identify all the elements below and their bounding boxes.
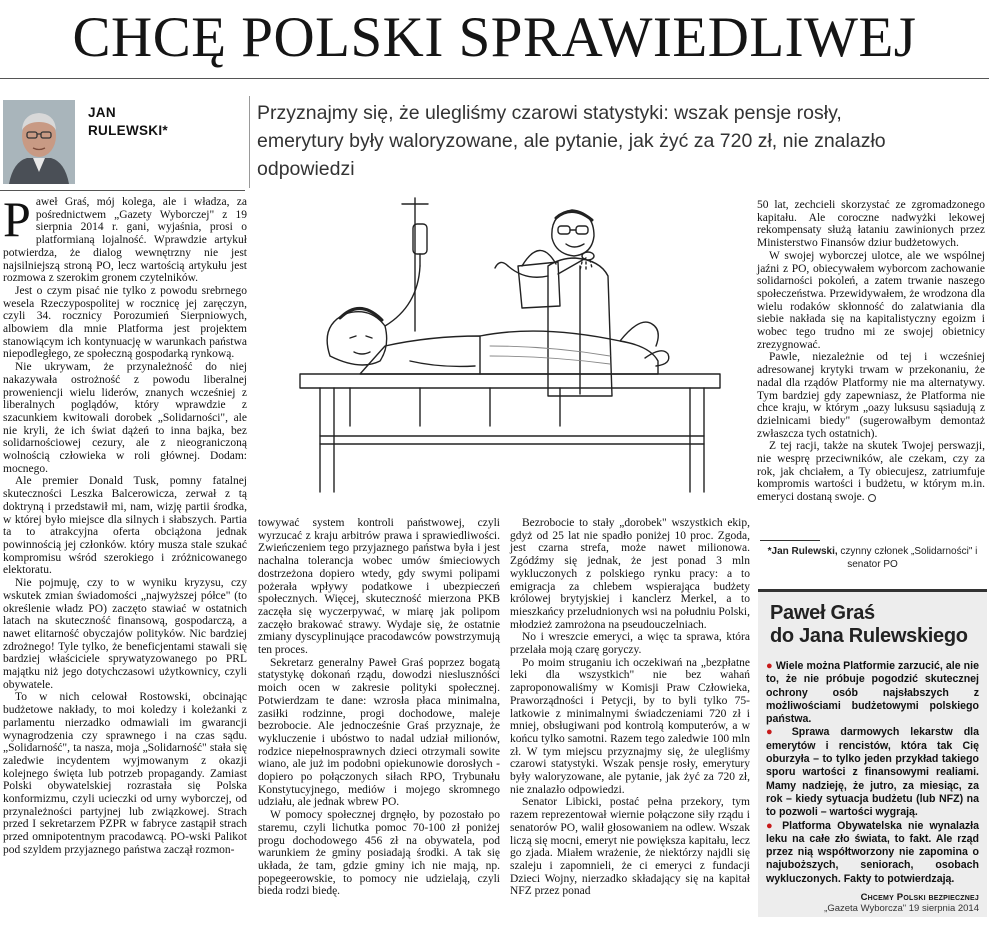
sidebox-text <box>766 660 979 886</box>
column-divider <box>0 190 245 191</box>
article-paragraph: Nie pojmuję, czy to w wyniku kryzysu, czy wskutek zmian świadomości „najwyższej półce" (to określenie władz PO) zaczęto stawiać w ostatnich latach na skuteczność finansową, gospodarczą, a nawet elitarność obyczajów polityków. Nic bardziej zdrożnego! Tyle tylko, że beneficjentami stawali się bardziej właściciele sprywatyzowanego po PRL majątku niż jego dotychczasowi użytkownicy, czyli obywatele. <box>3 577 247 691</box>
sidebox-source-date: „Gazeta Wyborcza" 19 sierpnia 2014 <box>824 903 979 915</box>
article-paragraph: Paweł Graś, mój kolega, ale i władza, za pośrednictwem „Gazety Wyborczej" z 19 sierpnia 2014 r. gani, wyjaśnia, prosi o platformianą lojalność. Wprawdzie artykuł potwierdza, że dialog wewnętrzny nie jest najsilniejszą stroną PO, lecz wartością artykułu jest rozmowa z szerokim gronem czytelników. <box>3 191 247 285</box>
article-column-4 <box>757 199 985 504</box>
article-column-2 <box>258 517 500 898</box>
footnote-divider <box>760 540 820 541</box>
sidebox-source-title: Chcemy Polski bezpiecznej <box>860 892 979 904</box>
article-paragraph: Z tej racji, także na skutek Twojej perswazji, nie wesprę przeciwników, ale czekam, czy za rok, jak chciałem, a Ty obiecujesz, zatriumfuje kompromis wartości i budżetu, w którym m.in. emeryci dostaną swoje. <box>757 440 985 504</box>
article-paragraph: Bezrobocie to stały „dorobek" wszystkich ekip, gdyż od 25 lat nie spadło poniżej 10 proc. Zgoda, jest czarna strefa, może nawet milionowa. Zgódźmy się jednak, że jest ponad 3 mln wykluczonych z polskiego rynku pracy: a to emigracja za chlebem wspierająca budżety królowej brytyjskiej i kanclerz Merkel, a to mieszkańcy przeludnionych wsi na południu Polski, młodzież zamrożona na pseudouczelniach. <box>510 517 750 631</box>
article-paragraph: No i wreszcie emeryci, a więc ta sprawa, która przelała moją czarę goryczy. <box>510 631 750 657</box>
article-column-1 <box>3 191 247 857</box>
reply-sidebox <box>758 589 987 917</box>
article-paragraph: Ale premier Donald Tusk, pomny fatalnej skuteczności Leszka Balcerowicza, zerwał z tą doktryną i przedstawił mi, nam, wizję partii środka, w której było miejsce dla silnych i słabszych. Partia ta to atrakcyjna oferta obciążona jednak powinnością jej członków. który musza stale szukać kompromisu wśród szerokiego i zróżnicowanego elektoratu. <box>3 475 247 577</box>
sidebox-paragraph: ● Sprawa darmowych lekarstw dla emerytów i rencistów, która tak Cię oburzyła – to tylko jeden przykład takiego sporu wartości z finansowymi realiami. Mamy nadzieję, że jutro, za miesiąc, za rok – kiedy sytuacja budżetu (lub NFZ) na to pozwoli – wartości wygrają. <box>766 726 980 819</box>
drop-cap: P <box>3 191 31 247</box>
article-paragraph: Senator Libicki, postać pełna przekory, tym razem reprezentował wiernie połączone siły rządu i senatorów PO, walił głosowaniem na odlew. Wszak liczą się mocni, emeryt nie powiększa kapitału, lecz go zjada. Miałem wrażenie, że niektórzy najdli się szaleju i zapomnieli, że ci emeryci z fundacji Dzieci Wojny, nierzadko składający się na kapitał NFZ przez ponad <box>510 796 750 898</box>
article-paragraph: To w nich celował Rostowski, obcinając budżetowe nakłady, to moi koledzy i koleżanki z parlamentu nierzadko odmawiali im gwarancji wynagrodzenia czy sprawnego i na czas sądu. „Solidarność", ta nasza, moja „Solidarność" stała się zaledwie incydentem wyjmowanym z okazji kolejnego święta lub potrzeb propagandy. Zamiast Polski obywatelskiej rozrastała się Polska konformizmu, czyli ucieczki od urny wyborczej, od przynależności partyjnej lub związkowej. Strach przed I sekretarzem PZPR w fabryce zastąpił strach przed omnipotentnym pracodawcą. PO-wski Palikot pod szyldem przyjaznego państwa zaczął rozmon- <box>3 691 247 856</box>
article-paragraph: 50 lat, zechcieli skorzystać ze zgromadzonego kapitału. Ale coroczne nadwyżki lekowej rekompensaty służą łataniu zawinionych przez Ministerstwo Finansów dziur budżetowych. <box>757 199 985 250</box>
article-column-3 <box>510 517 750 898</box>
footnote-name: *Jan Rulewski, <box>767 546 838 557</box>
article-paragraph: W pomocy społecznej drgnęło, by pozostało po staremu, czyli lichutka pomoc 70-100 zł poniżej progu dochodowego 456 zł na obywatela, pod warunkiem że gminy posiadają środki. A tak się układa, że tam, gdzie gminy ich nie mają, np. popegeerowskie, to pomocy nie udzielają, czyli bieda rodzi biedę. <box>258 809 500 898</box>
article-paragraph: Nie ukrywam, że przynależność do niej nakazywała ostrożność z powodu liberalnej proweniencji wielu liderów, znanych wcześniej z liberalnych poglądów, który wprawdzie z szacunkiem kwitowali dorobek „Solidarności", ale nie kryli, że ich świat dążeń to inna bajka, bez solidarnościowej cezury, ale z nieograniczoną wolnością człowieka w roli głównej. Dodam: mocnego. <box>3 361 247 475</box>
article-paragraph: towywać system kontroli państwowej, czyli wyrzucać z kraju arbitrów prawa i sprawiedliwości. Zwieńczeniem tego przyjaznego państwa była i jest nachalna tolerancja wobec umów śmieciowych dostrzeżona dopiero wtedy, gdy swymi polipami pożerała wpływy podatkowe i ubezpieczeń społecznych. Więcej, skuteczność mierzona PKB zaczęła się wyczerpywać, w miarę jak polipom zaczęło brakować strawy. Wydaje się, że ostatnie zmiany dyscyplinujące pracodawców powstrzymują ten proces. <box>258 517 500 657</box>
author-name <box>88 104 238 140</box>
headline: CHCĘ POLSKI SPRAWIEDLIWEJ <box>72 6 917 69</box>
article-paragraph: Po moim struganiu ich oczekiwań na „bezpłatne leki dla wszystkich" nie bez wahań zaproponowaliśmy w Komisji Praw Człowieka, Praworządności i Petycji, by to byli tylko 75-latkowie z minimalnymi świadczeniami 720 zł i mniej, obsługiwani pod kontrolą komputerów, a w końcu tylko samotni. Razem tego zaledwie 100 mln zł. W tym miejscu przyznajmy się, że ulegliśmy czarowi statystyki. Wszak pensje rosły, emerytury były waloryzowane, ale pytanie, jak żyć za 720 zł, nie znalazło odpowiedzi. <box>510 656 750 796</box>
article-paragraph: W swojej wyborczej ulotce, ale we wspólnej jaźni z PO, obiecywałem wyborcom zachowanie solidarności pokoleń, a zatem trwanie naszego społeczeństwa. Przewidywałem, że wrodzona dla wielu rodaków skłonność do zalatwiania dla siebie nakłada się na kapitalistyczny egoizm i wobec tego trudno mi ze swojej obietnicy zrezygnować. <box>757 249 985 351</box>
author-first-name: JAN <box>88 105 116 120</box>
author-portrait-photo <box>3 100 75 184</box>
end-of-article-icon <box>868 494 876 502</box>
header-divider <box>0 78 989 79</box>
bullet-icon: ● <box>766 660 773 672</box>
bullet-icon: ● <box>766 819 776 832</box>
author-footnote <box>760 545 985 571</box>
article-paragraph: Jest o czym pisać nie tylko z powodu srebrnego wesela Rzeczypospolitej w rocznicę jej zaręczyn, czyli 34. rocznicy Porozumień Sierpniowych, albowiem dla mnie Platforma jest projektem stanowiącym ich kontynuację w warunkach państwa niepodległego, ze społeczną gospodarką rynkową. <box>3 284 247 361</box>
sidebox-title: Paweł Graś do Jana Rulewskiego <box>770 602 968 647</box>
footnote-text: czynny członek „Solidarności" i senator PO <box>837 546 978 570</box>
article-paragraph: Sekretarz generalny Paweł Graś poprzez bogatą statystykę dokonań rządu, dowodzi nieslusznóści moich ocen w zakresie polityki społecznej. Potwierdzam te dane: wzrosła płaca minimalna, zasiłki rodzinne, progi dochodowe, maleje bezrobocie. Ale jednocześnie Graś przyznaje, że wykluczenie i ubóstwo to nadal udział milionów, rodzice niepełnosprawnych dzieci otrzymali sowite wiano, ale już im podobni opiekunowie dorosłych - dopiero po połączonych siłach RPO, Trybunału Konstytucyjnego, mediów i mojego skromnego udziału, ale jednak wbrew PO. <box>258 656 500 809</box>
sidebox-paragraph: ● Wiele można Platformie zarzucić, ale nie to, że nie próbuje pogodzić skutecznej ochrony osób najsłabszych z możliwościami budżetowymi polskiego państwa. <box>766 660 979 726</box>
lead-divider <box>249 96 250 188</box>
cartoon-patient-on-bed-illustration <box>290 196 745 506</box>
sidebox-paragraph: ● Platforma Obywatelska nie wynalazła leku na całe zło świata, to fakt. Ale rząd przez nią współtworzony nie zapomina o najuboższych, seniorach, osobach wykluczonych. Fakty to potwierdzają. <box>766 819 980 885</box>
author-last-name: RULEWSKI* <box>88 123 168 138</box>
article-paragraph: Pawle, niezależnie od tej i wcześniej adresowanej krytyki trwam w przekonaniu, że nadal dla rządów Platformy nie ma alternatywy. Tym bardziej gdy zapewniasz, że Platforma nie chce kraju, w którym „oazy luksusu sąsiadują z dzielnicami biedy" (sugerowałbym demontaż zwłaszcza tych ostatnich). <box>757 351 985 440</box>
bullet-icon: ● <box>766 726 781 739</box>
lead-paragraph: Przyznajmy się, że ulegliśmy czarowi statystyki: wszak pensje rosły, emerytury były waloryzowane, ale pytanie, jak żyć za 720 zł, nie znalazło odpowiedzi <box>257 102 886 180</box>
